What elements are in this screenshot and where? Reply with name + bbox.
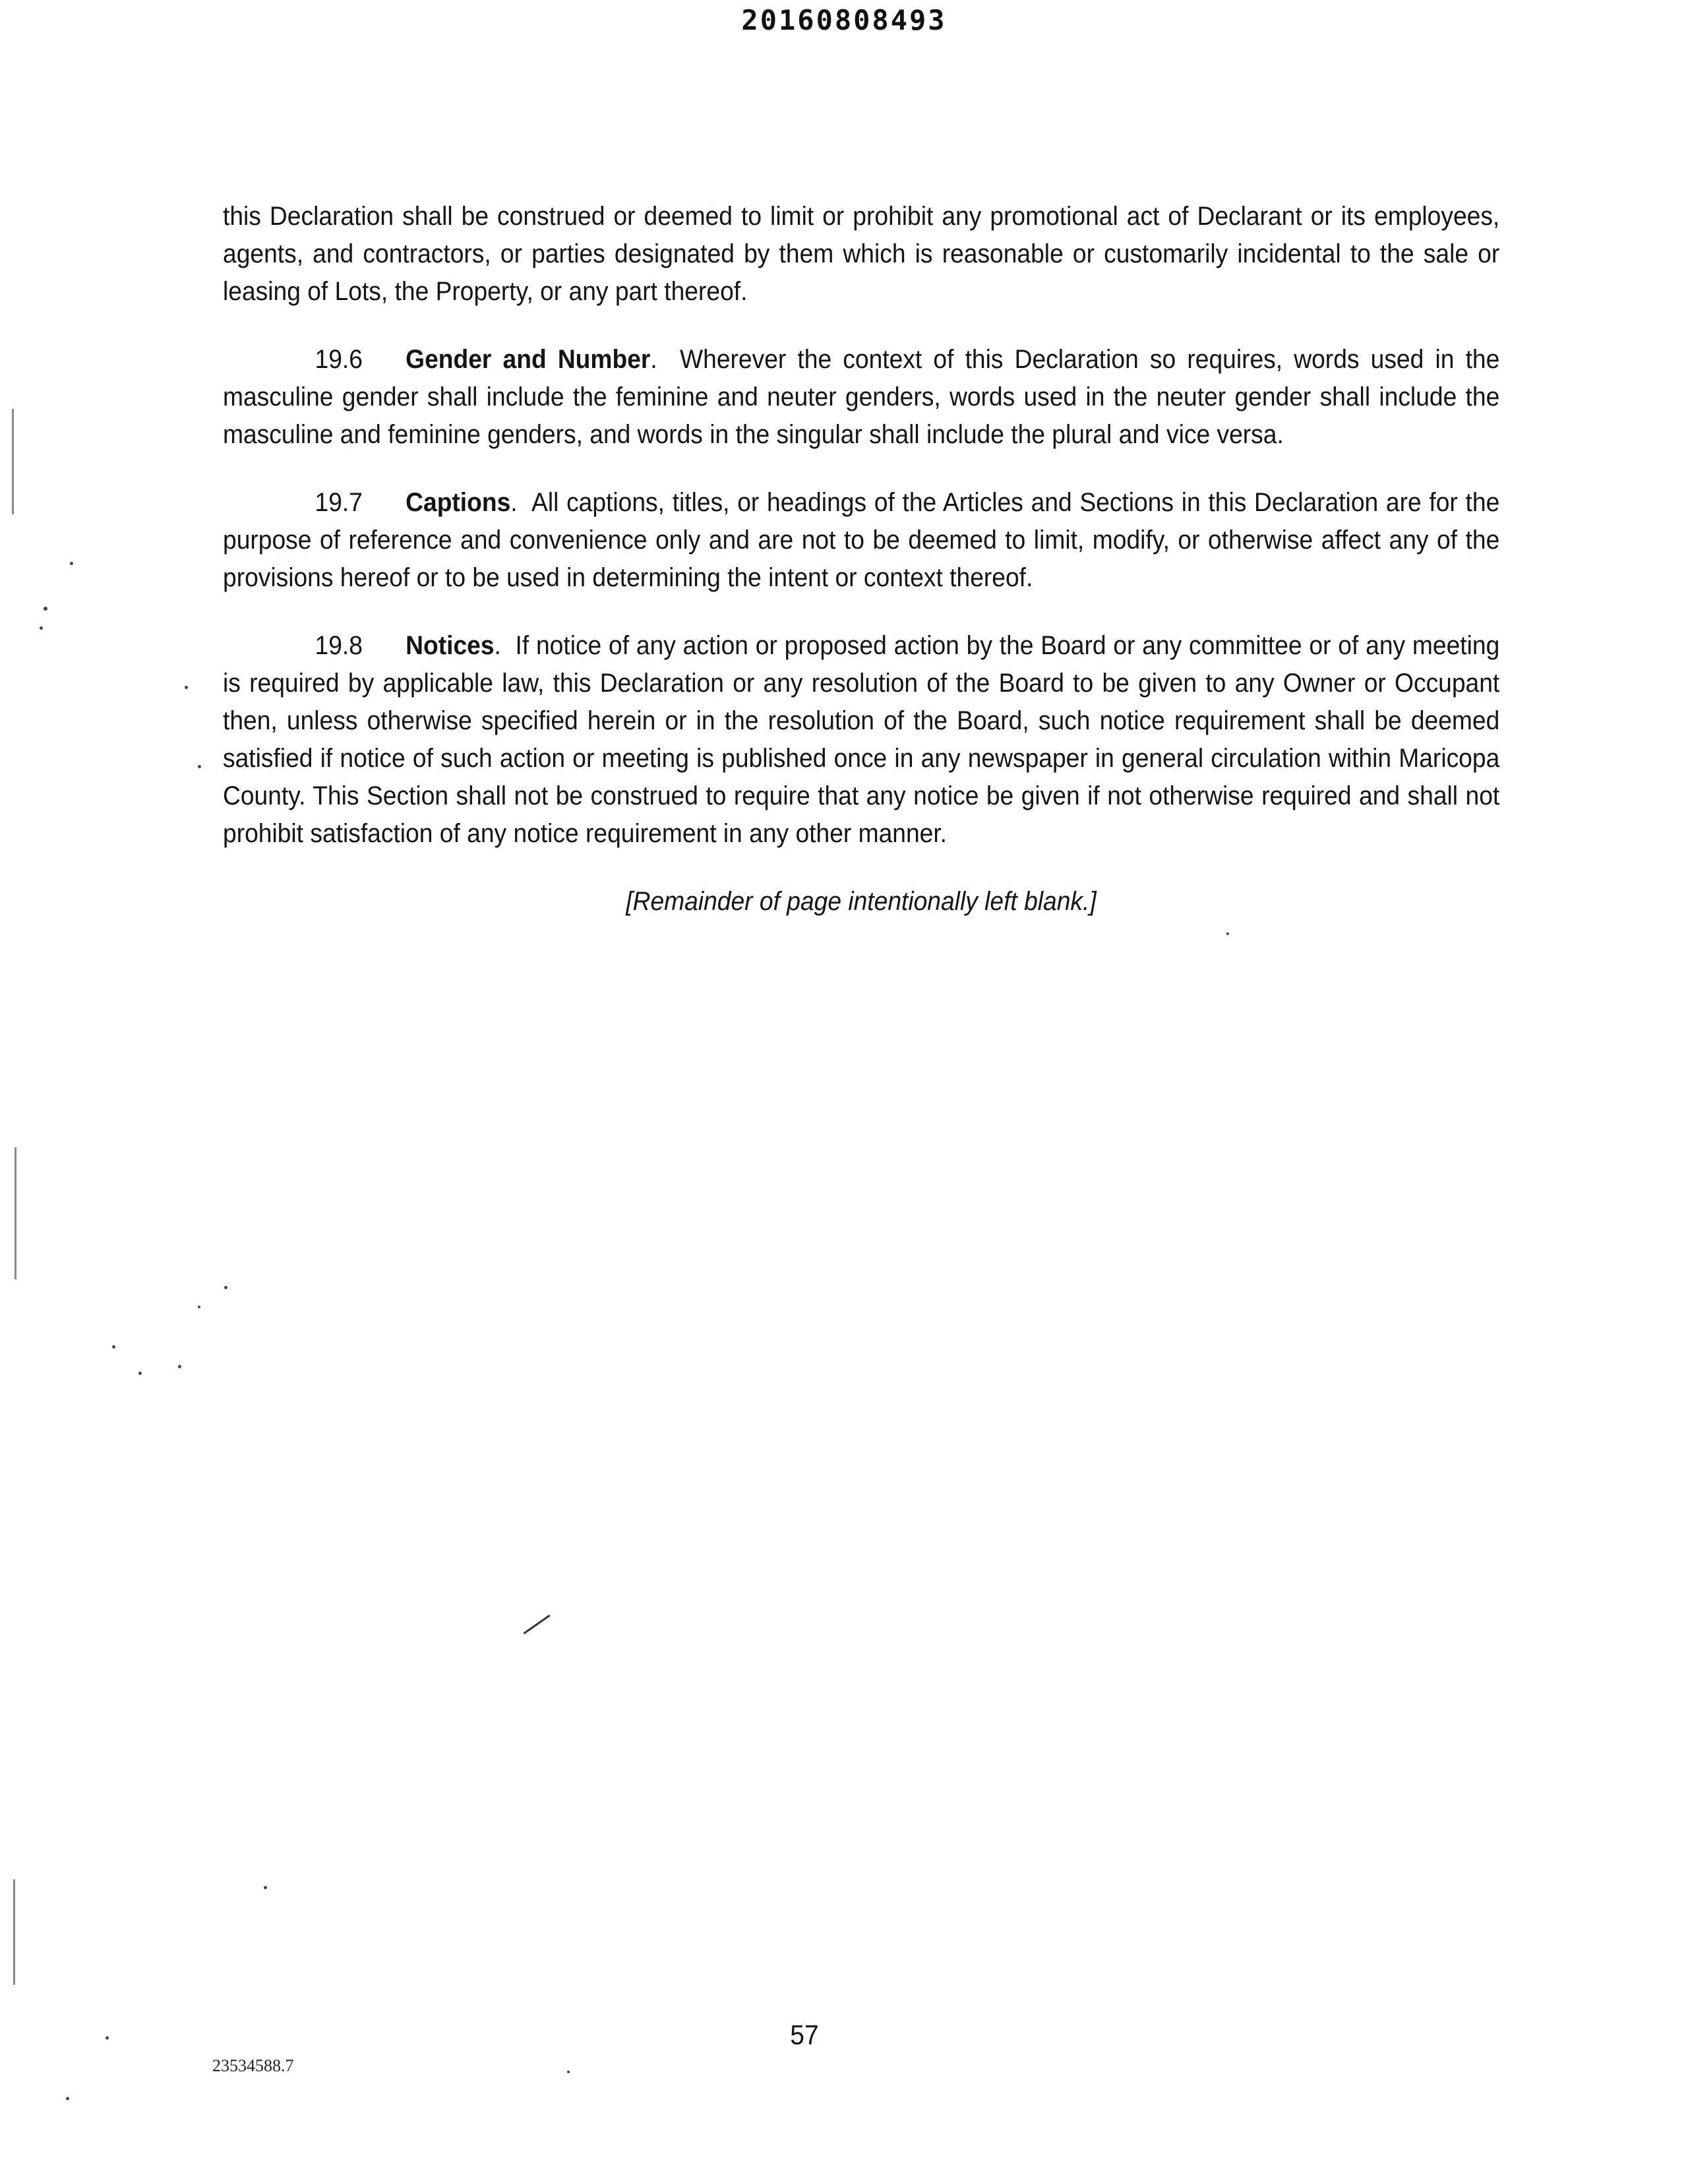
paragraph-continuation [223, 198, 1499, 311]
section-heading: Captions [406, 488, 511, 517]
scan-edge-mark [13, 1879, 15, 1985]
recording-number: 20160808493 [741, 4, 947, 36]
section-number: 19.8 [315, 631, 363, 660]
scan-speck [198, 765, 201, 768]
section-heading: Gender and Number [406, 345, 651, 374]
section-19-8: 19.8 Notices. If notice of any action or proposed action by the Board or any committee or of any meeting is required by applicable law, this Declaration or any resolution of the Board to be given to any Owner or Occupant then, unless otherwise specified herein or in the resolution of the Board, such notice requirement shall be deemed satisfied if notice of such action or meeting is published once in any newspaper in general circulation within Maricopa County. This Section shall not be construed to require that any notice be given if not otherwise required and shall not prohibit satisfaction of any notice requirement in any other manner. [223, 627, 1499, 853]
section-number: 19.6 [315, 345, 363, 374]
section-number: 19.7 [315, 488, 363, 517]
scan-speck [66, 2097, 69, 2100]
scan-speck [224, 1286, 227, 1289]
scan-speck [40, 626, 43, 630]
document-body [223, 198, 1499, 921]
section-text: All captions, titles, or headings of the Articles and Sections in this Declaration are for the purpose of reference and convenience only and are not to be deemed to limit, modify, or otherwise affect any of the provisions hereof or to be used in determining the intent or context thereof. [223, 488, 1500, 592]
section-19-7: 19.7 Captions. All captions, titles, or headings of the Articles and Sections in this Declaration are for the purpose of reference and convenience only and are not to be deemed to limit, modify, or otherwise affect any of the provisions hereof or to be used in determining the intent or context thereof. [223, 484, 1499, 597]
paragraph-text: this Declaration shall be construed or deemed to limit or prohibit any promotional act of Declarant or its employees, agents, and contractors, or parties designated by them which is reasonable or customarily incidental to the sale or leasing of Lots, the Property, or any part thereof. [223, 202, 1500, 306]
scan-speck [106, 2036, 109, 2040]
scan-speck [1226, 932, 1229, 935]
scan-speck [185, 686, 188, 689]
scan-speck [70, 562, 73, 565]
page-number: 57 [790, 2019, 819, 2050]
scan-speck [567, 2071, 570, 2073]
remainder-note: [Remainder of page intentionally left blank.] [626, 887, 1097, 916]
scan-speck [264, 1886, 267, 1889]
section-text: If notice of any action or proposed action by the Board or any committee or of any meeting is required by applicable law, this Declaration or any resolution of the Board to be given to any Owner or Occupant then, unless otherwise specified herein or in the resolution of the Board, such notice requirement shall be deemed satisfied if notice of such action or meeting is published once in any newspaper in general circulation within Maricopa County. This Section shall not be construed to require that any notice be given if not otherwise required and shall not prohibit satisfaction of any notice requirement in any other manner. [223, 631, 1500, 848]
scan-slash-mark [523, 1615, 550, 1635]
scan-speck [178, 1365, 181, 1368]
scan-edge-mark [12, 409, 14, 514]
section-19-6: 19.6 Gender and Number. Wherever the context of this Declaration so requires, words used in the masculine gender shall include the feminine and neuter genders, words used in the neuter gender shall include the masculine and feminine genders, and words in the singular shall include the plural and vice versa. [223, 341, 1499, 454]
document-id: 23534588.7 [212, 2056, 294, 2075]
section-heading: Notices [406, 631, 495, 660]
scan-speck [112, 1345, 115, 1349]
scan-edge-mark [15, 1147, 16, 1279]
scan-speck [198, 1306, 200, 1308]
scan-speck [138, 1372, 142, 1375]
section-text: Wherever the context of this Declaration so requires, words used in the masculine gender shall include the feminine and neuter genders, words used in the neuter gender shall include the masculine and feminine genders, and words in the singular shall include the plural and vice versa. [223, 345, 1500, 449]
scan-speck [44, 607, 47, 611]
